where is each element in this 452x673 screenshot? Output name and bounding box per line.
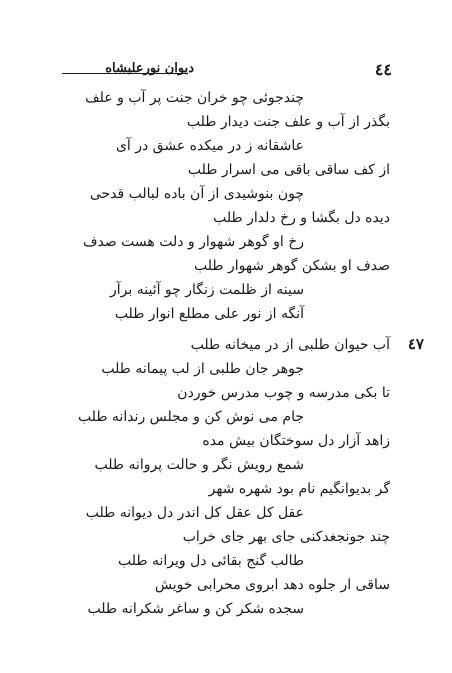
verse-line: دیده دل بگشا و رخ دلدار طلب <box>213 210 390 226</box>
running-title: دیوان نورعلیشاه <box>105 61 194 76</box>
verse-line: تا بکی مدرسه و چوب مدرس خوردن <box>177 385 390 401</box>
verse-line: از کف ساقی باقی می اسرار طلب <box>187 162 390 178</box>
verse-line: شمع رویش نگر و حالت پروانه طلب <box>94 457 304 473</box>
verse-line: آنگه از نور علی مطلع انوار طلب <box>114 306 304 322</box>
verse-line: چندجوئی چو خران جنت پر آب و علف <box>85 90 304 106</box>
header-rule <box>62 73 187 74</box>
verse-line: عقل کل عقل کل اندر دل دیوانه طلب <box>85 505 304 521</box>
verse-line: سینه از ظلمت زنگار چو آئینه برآر <box>110 282 304 298</box>
ghazal-number: ٤٧ <box>407 335 424 353</box>
verse-line: بگذر از آب و علف جنت دیدار طلب <box>186 114 390 130</box>
verse-line: آب حیوان طلبی از در میخانه طلب <box>190 337 390 353</box>
verse-line: زاهد آزار دل سوختگان بیش مده <box>202 433 390 449</box>
verse-line: طالب گنج بقائی دل ویرانه طلب <box>117 553 304 569</box>
verse-line: سجده شکر کن و ساغر شکرانه طلب <box>87 601 304 617</box>
verse-line: چون بنوشیدی از آن باده لبالب قدحی <box>89 186 304 202</box>
verse-line: صدف او بشکن گوهر شهوار طلب <box>193 258 390 274</box>
verse-line: رخ او گوهر شهوار و دلت هست صدف <box>82 234 304 250</box>
page-number: ٤٤ <box>374 60 392 79</box>
verse-line: عاشقانه ز در میکده عشق در آی <box>115 138 304 154</box>
page-header <box>62 58 392 84</box>
verse-line: گر بدیوانگیم نام بود شهره شهر <box>208 481 390 497</box>
verse-line: ساقی ار جلوه دهد ابروی محرابی خویش <box>154 577 390 593</box>
verse-line: جام می نوش کن و مجلس رندانه طلب <box>77 409 304 425</box>
verse-line: چند جونجغدکنی جای بهر جای خراب <box>182 529 390 545</box>
verse-line: جوهر جان طلبی از لب پیمانه طلب <box>101 361 304 377</box>
